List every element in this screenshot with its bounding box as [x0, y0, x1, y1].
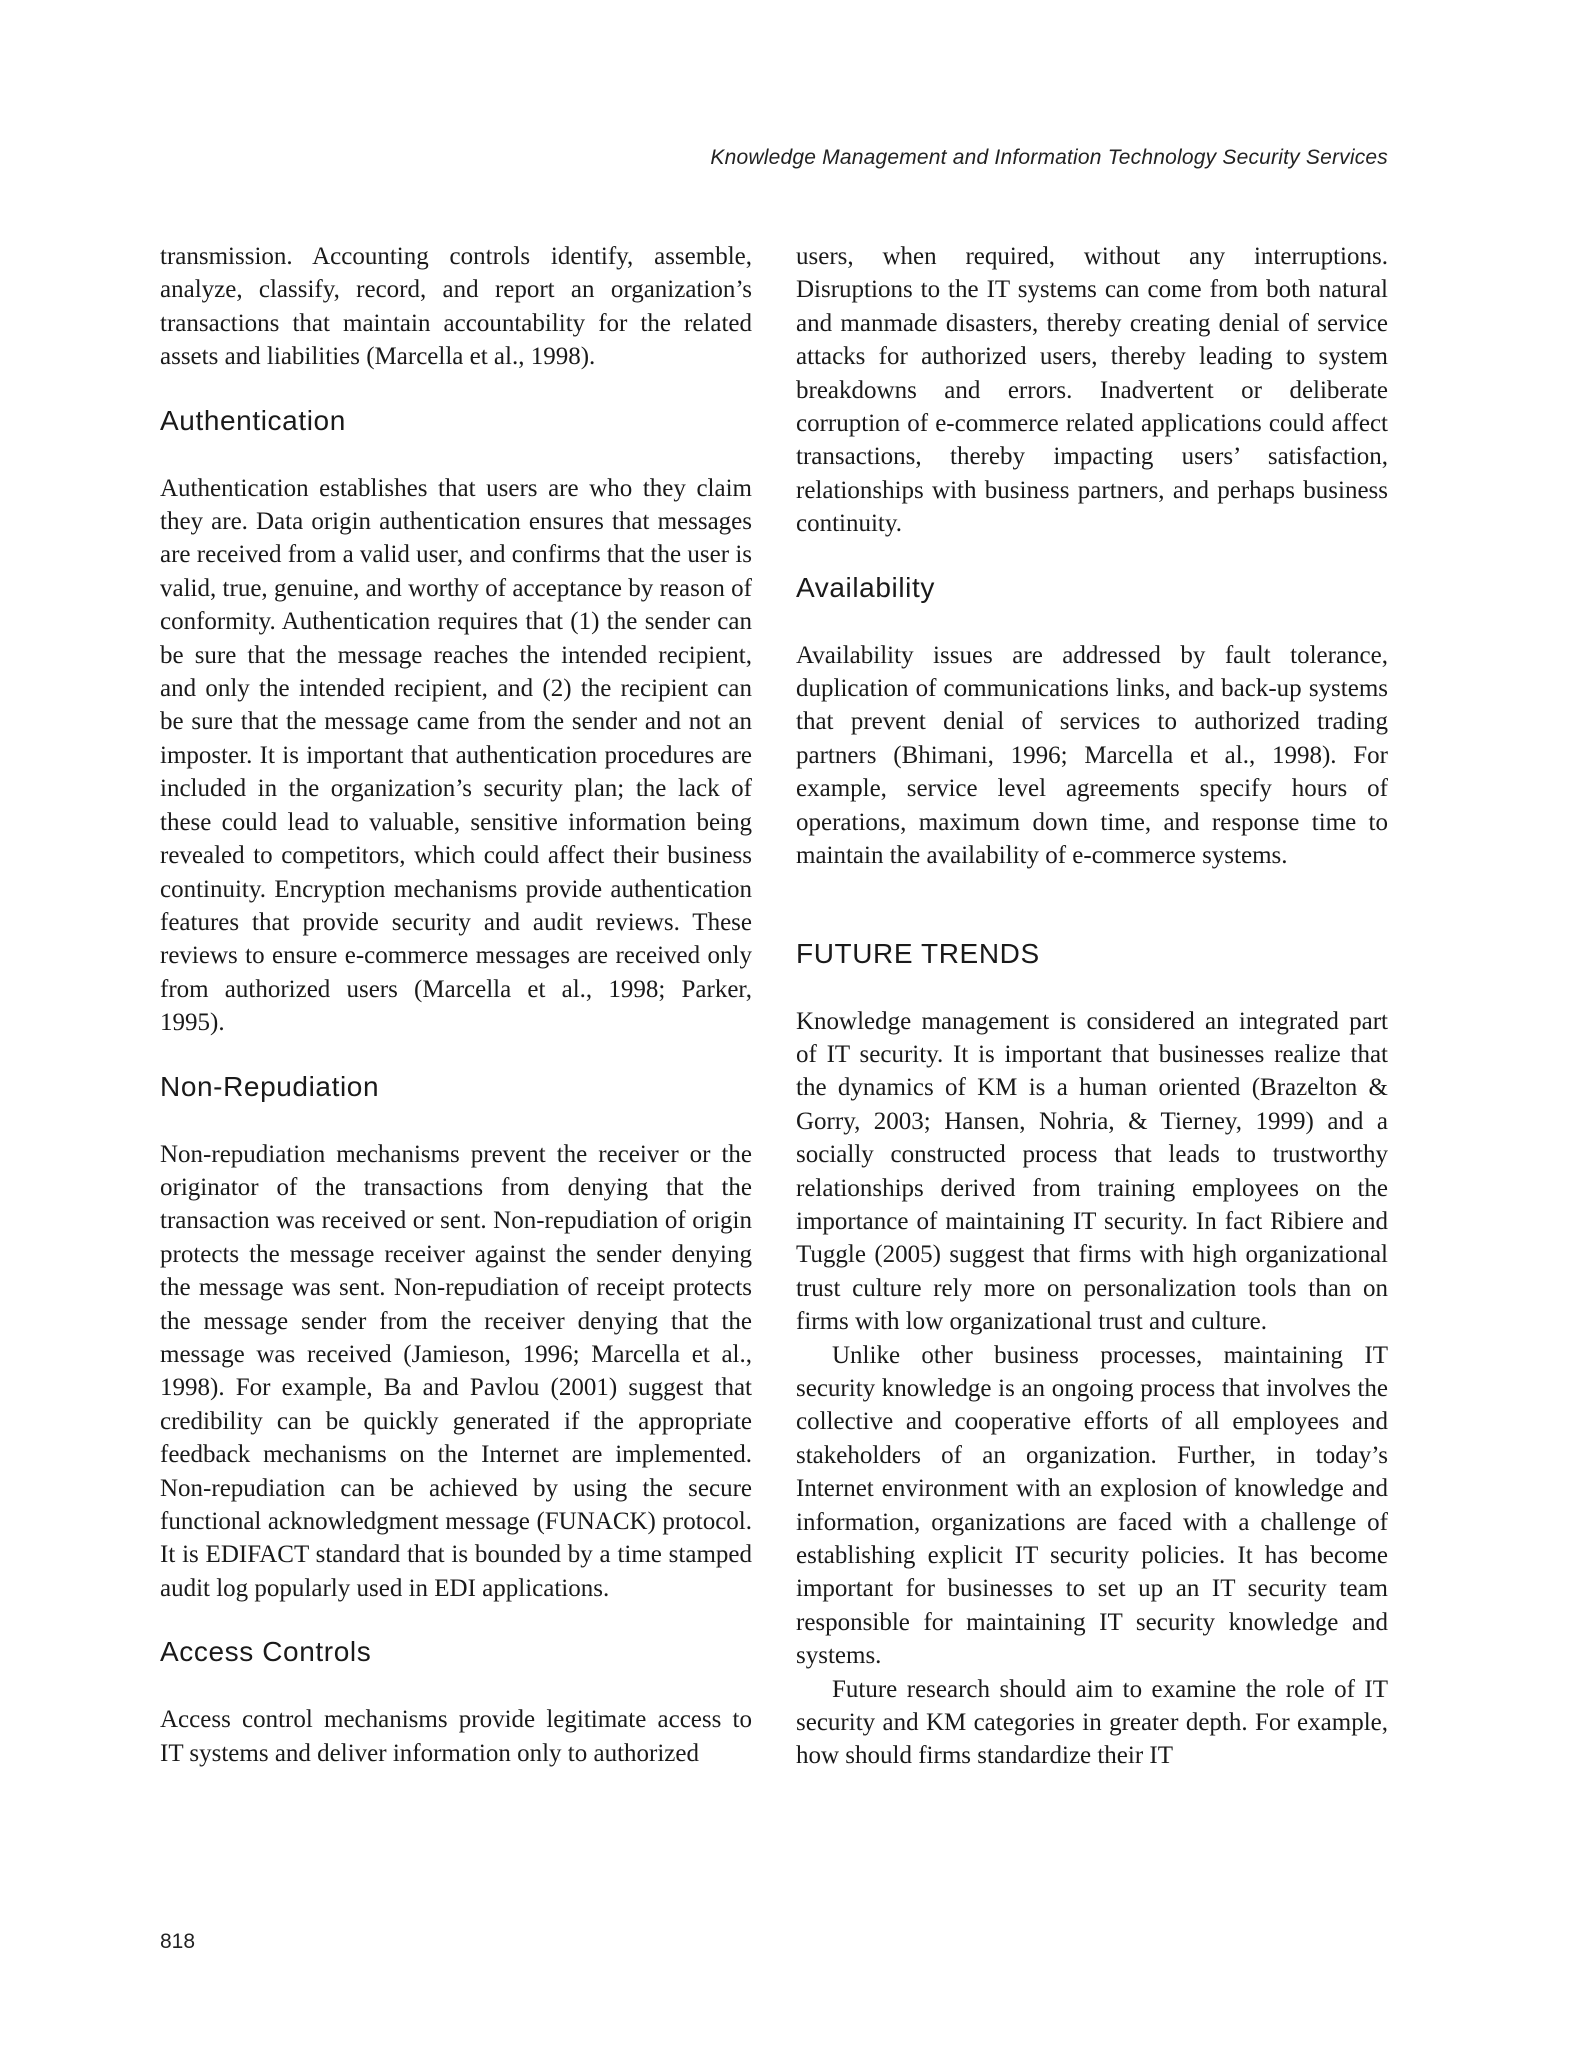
right-column: [796, 240, 1388, 1773]
left-column: [160, 240, 752, 1770]
authentication-heading: Authentication: [160, 404, 346, 436]
access-controls-heading: Access Controls: [160, 1636, 372, 1668]
intro-paragraph: transmission. Accounting controls identify, assemble, analyze, classify, record, and report an organization’s transactions that maintain accountability for the related assets and liabilities (Marcella et al., 1998).: [160, 243, 752, 371]
authentication-paragraph: Authentication establishes that users are who they claim they are. Data origin authentication ensures that messages are received from a valid user, and confirms that the user is valid, true, genuine, and worthy of acceptance by reason of conformity. Authentication requires that (1) the sender can be sure that the message reaches the intended recipient, and only the intended recipient, and (2) the recipient can be sure that the message came from the sender and not an imposter. It is important that authentication procedures are included in the organization’s security plan; the lack of these could lead to valuable, sensitive information being revealed to competitors, which could affect their business continuity. Encryption mechanisms provide authentication features that provide security and audit reviews. These reviews to ensure e-commerce messages are received only from authorized users (Marcella et al., 1998; Parker, 1995).: [160, 474, 752, 1037]
availability-heading: Availability: [796, 571, 935, 603]
non-repudiation-paragraph: Non-repudiation mechanisms prevent the receiver or the originator of the transactions from denying that the transaction was received or sent. Non-repudiation of origin protects the message receiver against the sender denying the message was sent. Non-repudiation of receipt protects the message sender from the receiver denying that the message was received (Jamieson, 1996; Marcella et al., 1998). For example, Ba and Pavlou (2001) suggest that credibility can be quickly generated if the appropriate feedback mechanisms on the Internet are implemented. Non-repudiation can be achieved by using the secure functional acknowledgment message (FUNACK) protocol. It is EDIFACT standard that is bounded by a time stamped audit log popularly used in EDI applications.: [160, 1140, 752, 1602]
running-head: Knowledge Management and Information Technology Security Services: [710, 146, 1388, 169]
non-repudiation-heading: Non-Repudiation: [160, 1070, 380, 1102]
future-trends-paragraph-2: Unlike other business processes, maintaining IT security knowledge is an ongoing process that involves the collective and cooperative efforts of all employees and stakeholders of an organization. Further, in today’s Internet environment with an explosion of knowledge and information, organizations are faced with a challenge of establishing explicit IT security policies. It has become important for businesses to set up an IT security team responsible for maintaining IT security knowledge and systems.: [796, 1341, 1388, 1670]
continuation-paragraph: users, when required, without any interruptions. Disruptions to the IT systems can come from both natural and manmade disasters, thereby creating denial of service attacks for authorized users, thereby leading to system breakdowns and errors. Inadvertent or deliberate corruption of e-commerce related applications could affect transactions, thereby impacting users’ satisfaction, relationships with business partners, and perhaps business continuity.: [796, 243, 1388, 538]
future-trends-heading: FUTURE TRENDS: [796, 937, 1040, 969]
page-number: 818: [160, 1930, 196, 1953]
future-trends-paragraph-1: Knowledge management is considered an integrated part of IT security. It is important that businesses realize that the dynamics of KM is a human oriented (Brazelton & Gorry, 2003; Hansen, Nohria, & Tierney, 1999) and a socially constructed process that leads to trustworthy relationships derived from training employees on the importance of maintaining IT security. In fact Ribiere and Tuggle (2005) suggest that firms with high organizational trust culture rely more on personalization tools than on firms with low organizational trust and culture.: [796, 1007, 1388, 1336]
access-controls-paragraph: Access control mechanisms provide legitimate access to IT systems and deliver information only to authorized: [160, 1706, 752, 1767]
future-trends-paragraph-3: Future research should aim to examine the role of IT security and KM categories in greater depth. For example, how should firms standardize their IT: [796, 1675, 1388, 1770]
availability-paragraph: Availability issues are addressed by fault tolerance, duplication of communications links, and back-up systems that prevent denial of services to authorized trading partners (Bhimani, 1996; Marcella et al., 1998). For example, service level agreements specify hours of operations, maximum down time, and response time to maintain the availability of e-commerce systems.: [796, 641, 1388, 870]
